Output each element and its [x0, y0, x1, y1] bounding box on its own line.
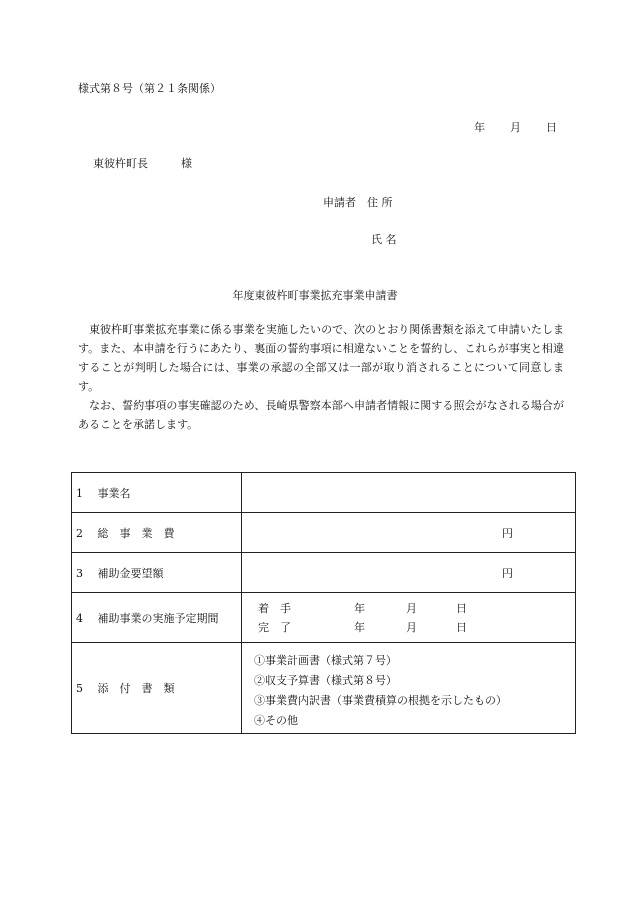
addressee: 東彼杵町長 様 — [93, 157, 192, 170]
end-label: 完 了 — [258, 620, 291, 634]
table-row — [72, 513, 576, 553]
start-day: 日 — [456, 601, 467, 615]
start-label: 着 手 — [258, 601, 291, 615]
attachments-field — [242, 643, 576, 734]
body-paragraph: 東彼杵町事業拡充事業に係る事業を実施したいので、次のとおり関係書類を添えて申請いたします。また、本申請を行うにあたり、裏面の誓約事項に相違ないことを誓約し、これらが事実と相違することが判明した場合には、事業の承認の全部又は一部が取り消されることについて同意します。 — [78, 323, 564, 393]
applicant-address-label: 申請者 住 所 — [323, 196, 393, 209]
schedule-start — [258, 599, 571, 618]
attachment-item: ④その他 — [254, 714, 298, 727]
schedule-end — [258, 618, 571, 637]
project-name-field[interactable] — [242, 473, 576, 513]
end-year: 年 — [354, 620, 365, 634]
table-row — [72, 643, 576, 734]
date-day: 日 — [546, 121, 557, 134]
total-cost-field[interactable] — [242, 513, 576, 553]
table-row — [72, 593, 576, 643]
row-label-attachments: 5 添 付 書 類 — [72, 643, 242, 734]
body-paragraph: なお、誓約事項の事実確認のため、長崎県警察本部へ申請者情報に関する照会がなされる場合があることを承諾します。 — [78, 399, 564, 431]
attachment-item: ②収支予算書（様式第８号） — [254, 674, 397, 687]
date-year: 年 — [474, 121, 485, 134]
subsidy-request-field[interactable] — [242, 553, 576, 593]
date-month: 月 — [510, 121, 521, 134]
table-row — [72, 473, 576, 513]
end-month: 月 — [406, 620, 417, 634]
date-line — [474, 119, 557, 135]
start-month: 月 — [406, 601, 417, 615]
row-label-total-cost: 2 総 事 業 費 — [72, 513, 242, 553]
row-label-schedule: 4 補助事業の実施予定期間 — [72, 593, 242, 643]
body-text — [78, 320, 564, 434]
form-number: 様式第８号（第２１条関係） — [78, 82, 221, 95]
attachment-item: ③事業費内訳書（事業費積算の根拠を示したもの） — [254, 694, 507, 707]
applicant-name-label: 氏 名 — [371, 233, 397, 246]
row-label-subsidy-request: 3 補助金要望額 — [72, 553, 242, 593]
yen-unit: 円 — [502, 526, 513, 540]
end-day: 日 — [456, 620, 467, 634]
start-year: 年 — [354, 601, 365, 615]
schedule-field[interactable] — [242, 593, 576, 643]
table-row — [72, 553, 576, 593]
row-label-project-name: 1 事業名 — [72, 473, 242, 513]
attachment-item: ①事業計画書（様式第７号） — [254, 654, 397, 667]
document-title: 年度東彼杵町事業拡充事業申請書 — [232, 289, 398, 302]
yen-unit: 円 — [502, 566, 513, 580]
application-table — [71, 472, 576, 734]
